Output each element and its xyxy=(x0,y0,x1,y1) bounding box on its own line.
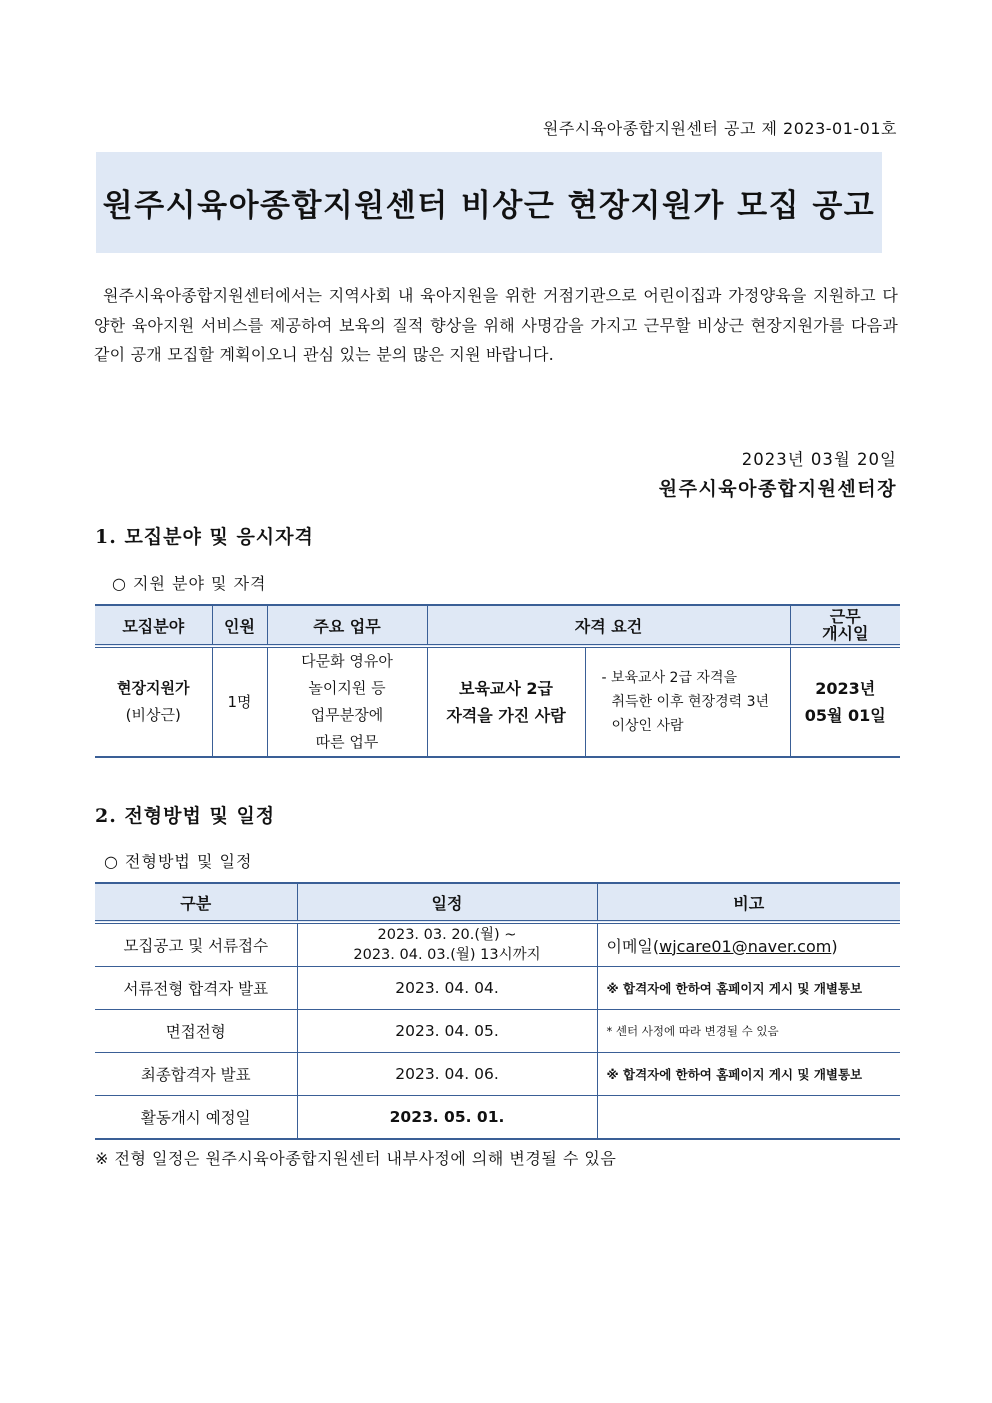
table-header-row xyxy=(95,883,900,922)
page-title: 원주시육아종합지원센터 비상근 현장지원가 모집 공고 xyxy=(102,188,876,224)
announcement-date: 2023년 03월 20일 xyxy=(741,450,897,469)
section1-subheading: ○ 지원 분야 및 자격 xyxy=(112,574,267,593)
cell-note xyxy=(597,1096,900,1140)
cell-qualification-detail: - 보육교사 2급 자격을 취득한 이후 현장경력 3년 이상인 사람 xyxy=(585,646,790,757)
cell-category: 서류전형 합격자 발표 xyxy=(95,967,297,1010)
table-row xyxy=(95,1010,900,1053)
intro-paragraph: 원주시육아종합지원센터에서는 지역사회 내 육아지원을 위한 거점기관으로 어린이집과 가정양육을 지원하고 다양한 육아지원 서비스를 제공하여 보육의 질적 향상을 위해 사명감을 가지고 근무할 비상근 현장지원가를 다음과 같이 공개 모집할 계획이오니 관심 있는 분의 많은 지원 바랍니다. xyxy=(94,286,898,364)
cell-schedule: 2023. 04. 06. xyxy=(297,1053,597,1096)
header-start-date: 근무 개시일 xyxy=(790,605,900,646)
table-row xyxy=(95,1053,900,1096)
cell-field: 현장지원가 (비상근) xyxy=(117,679,190,724)
table-row xyxy=(95,646,900,757)
cell-category: 모집공고 및 서류접수 xyxy=(95,922,297,967)
recruitment-table xyxy=(95,604,900,758)
table-row xyxy=(95,922,900,967)
table-row xyxy=(95,1096,900,1140)
table-row xyxy=(95,967,900,1010)
section2-heading: 2. 전형방법 및 일정 xyxy=(95,805,276,827)
header-duty: 주요 업무 xyxy=(267,605,427,646)
table-header-row xyxy=(95,605,900,646)
cell-count: 1명 xyxy=(212,646,267,757)
organization-signature: 원주시육아종합지원센터장 xyxy=(658,478,897,500)
header-count: 인원 xyxy=(212,605,267,646)
header-category: 구분 xyxy=(95,883,297,922)
cell-note: 이메일(wjcare01@naver.com) xyxy=(597,922,900,967)
cell-schedule: 2023. 04. 04. xyxy=(297,967,597,1010)
header-schedule: 일정 xyxy=(297,883,597,922)
email-link[interactable]: wjcare01@naver.com xyxy=(659,936,832,956)
cell-start-date: 2023년 05월 01일 xyxy=(790,646,900,757)
title-banner xyxy=(96,152,882,253)
document-number: 원주시육아종합지원센터 공고 제 2023-01-01호 xyxy=(542,119,897,138)
cell-note: ※ 합격자에 한하여 홈페이지 게시 및 개별통보 xyxy=(597,967,900,1010)
cell-schedule: 2023. 04. 05. xyxy=(297,1010,597,1053)
cell-category: 활동개시 예정일 xyxy=(95,1096,297,1140)
cell-schedule: 2023. 03. 20.(월) ~ 2023. 04. 03.(월) 13시까지 xyxy=(297,922,597,967)
cell-category: 면접전형 xyxy=(95,1010,297,1053)
header-note: 비고 xyxy=(597,883,900,922)
schedule-table xyxy=(95,882,900,1140)
cell-schedule: 2023. 05. 01. xyxy=(297,1096,597,1140)
cell-note: ※ 합격자에 한하여 홈페이지 게시 및 개별통보 xyxy=(597,1053,900,1096)
cell-note: * 센터 사정에 따라 변경될 수 있음 xyxy=(597,1010,900,1053)
footnote: ※ 전형 일정은 원주시육아종합지원센터 내부사정에 의해 변경될 수 있음 xyxy=(95,1149,617,1168)
cell-duty: 다문화 영유아 놀이지원 등 업무분장에 따른 업무 xyxy=(267,646,427,757)
cell-category: 최종합격자 발표 xyxy=(95,1053,297,1096)
section2-subheading: ○ 전형방법 및 일정 xyxy=(104,852,253,871)
section1-heading: 1. 모집분야 및 응시자격 xyxy=(95,526,314,548)
header-qualification: 자격 요건 xyxy=(427,605,790,646)
header-field: 모집분야 xyxy=(95,605,212,646)
cell-qualification-main: 보육교사 2급 자격을 가진 사람 xyxy=(427,646,585,757)
